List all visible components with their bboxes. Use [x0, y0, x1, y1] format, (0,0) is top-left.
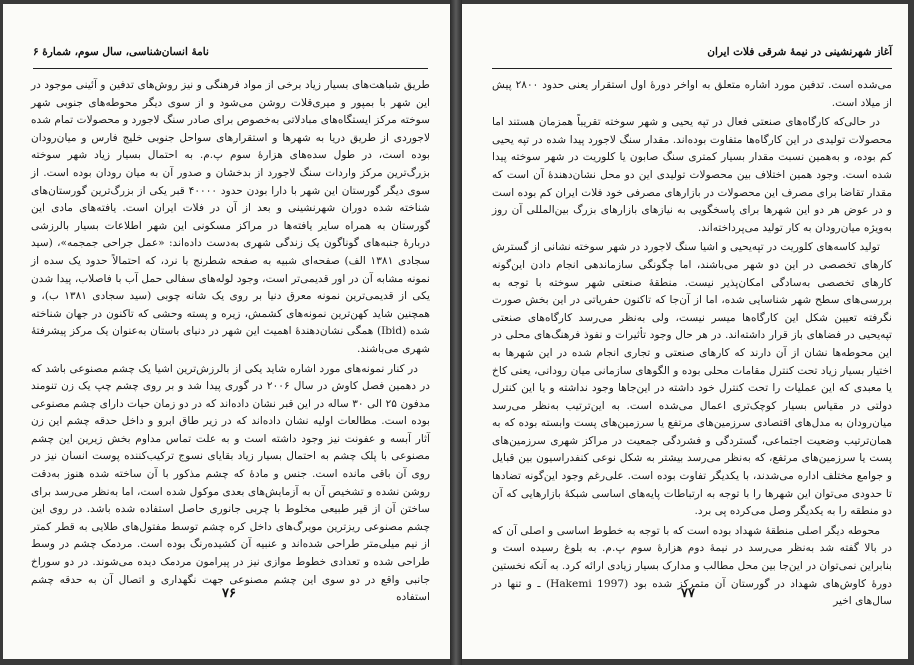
- page-number: ۷۷: [681, 586, 695, 601]
- header-rule: [33, 68, 428, 69]
- paragraph: طریق شباهت‌های بسیار زیاد برخی از مواد فرهنگی و نیز روش‌های تدفین و آئینی موجود در این شهر با بمپور و میری‌قلات روشن می‌شود و از سوی دیگر محوطه‌های جنوبی شهر سوخته مرکز ایستگاه‌های مبادلاتی به‌خصوص برای صادر سنگ لاجورد و محصولات تمام شده لاجوردی از طریق دریا به شهرها و استقرارهای سواحل جنوبی خلیج فارس و میان‌رودان بوده است، در طول سده‌های هزارهٔ سوم پ.م. به احتمال بسیار زیاد شهر سوخته بزرگ‌ترین مرکز واردات سنگ لاجورد از بدخشان و صدور آن به میان رودان بوده است. از سوی دیگر گورستان این شهر با دارا بودن حدود ۴۰۰۰۰ قبر یکی از بزرگ‌ترین گورستان‌های شناخته شده دوران شهرنشینی و بعد از آن در فلات ایران است. یافته‌های مادی این گورستان به همراه سایر یافته‌ها در مراکز مسکونی این شهر اطلاعات بسیار بالرزشی دربارهٔ جنبه‌های گوناگون یک زندگی شهری به‌دست داده‌اند: «عمل جراحی جمجمه»، (سید سجادی ۱۳۸۱ الف) صفحه‌ای شبیه به صفحه شطرنج با نرد، که احتمالاً حدود یک سده از نمونه مشابه آن در اور قدیمی‌تر است، وجود لوله‌های سفالی حمل آب با فاصلاب، پیدا شدن یکی از قدیمی‌ترین نمونه معرق دنیا بر روی یک شانه چوبی (سید سجادی ۱۳۸۱ ب)، و همچنین شاید کهن‌ترین نمونه‌های کشمش، زیره و پسته وحشی که تاکنون در جهان شناخته شده (Ibid) همگی نشان‌دهندهٔ اهمیت این شهر در دنیای باستان به‌عنوان یک مرکز پیشرفتهٔ شهری می‌باشند.: [31, 79, 430, 355]
- page-body: [492, 77, 892, 613]
- page-number: ۷۶: [222, 586, 236, 601]
- running-header: نامهٔ انسان‌شناسی، سال سوم، شمارهٔ ۶: [33, 46, 209, 58]
- paragraph: تولید کاسه‌های کلوریت در تپه‌یحیی و اشیا سنگ لاجورد در شهر سوخته نشانی از گسترش کارهای تخصصی در این دو شهر می‌باشند، اما چگونگی سازماندهی انجام دادن این‌گونه کارهای تخصصی به‌سادگی امکان‌پذیر نیست. منطقهٔ صنعتی شهر سوخته با توجه به بررسی‌های سطح شهر شناسایی شده، اما از آن‌جا که تاکنون حفریاتی در این بخش صورت نگرفته تعیین شکل این کارگاه‌ها میسر نیست، ولی به‌نظر می‌رسد کارگاه‌های صنعتی تپه‌یحیی در فضاهای باز قرار داشته‌اند. در هر حال وجود تأثیرات و نفوذ فرهنگ‌های محلی در این محوطه‌ها نشان از آن دارند که کارهای صنعتی و تجاری انجام شده در این شهرها به اختیار بسیار زیاد تحت کنترل مقامات محلی بوده و الگوهای سازمانی میان رودانی، یعنی کاخ یا معبدی که این عملیات را تحت کنترل خود داشته در این‌جاها وجود نداشته و یا این کنترل دولتی در مقیاس بسیار کوچک‌تری اعمال می‌شده است. به این‌ترتیب به‌نظر می‌رسد میان‌رودان به مدل‌های اقتصادی سرزمین‌های مرتفع یا سرزمین‌های پست وابسته بوده که به همان‌ترتیب وضعیت اجتماعی، گستردگی و فشردگی جمعیت در مراکز شهری سرزمین‌های پست یا سرزمین‌های مرتفع، که به‌نظر می‌رسد بیشتر به شکل نوعی کنفدراسیون بین قبایل و جوامع مختلف اداره می‌شدند، با یکدیگر تفاوت بوده است. علی‌رغم وجود این‌گونه تضادها تا حدودی می‌توان این شهرها را با توجه به ارتباطات پایه‌های اساسی شبکهٔ بازارهایی که آن دو منطقه را به یکدیگر وصل می‌کرده پی برد.: [492, 241, 892, 518]
- paragraph: محوطه دیگر اصلی منطقهٔ شهداد بوده است که با توجه به خطوط اساسی و اصلی آن که در بالا گفته شد به‌نظر می‌رسد در نیمهٔ دوم هزارهٔ سوم پ.م. به بلوغ رسیده است و بنابراین نمی‌توان در این‌جا بین محل مطالب و مدارک بسیار زیادی ارائه کرد. به آنکه نخستین دورهٔ کاوش‌های شهداد در گورستان آن متمرکز شده بود (Hakemi 1997) ـ و تنها در سال‌های اخیر: [492, 524, 892, 608]
- running-header: آغاز شهرنشینی در نیمهٔ شرقی فلات ایران: [707, 46, 892, 58]
- header-rule: [492, 68, 892, 69]
- paragraph: در حالی‌که کارگاه‌های صنعتی فعال در تپه یحیی و شهر سوخته تقریباً همزمان هستند اما محصولات تولیدی در این کارگاه‌ها متفاوت بوده‌اند. مقدار سنگ لاجورد پیدا شده در تپه یحیی کم بوده، و به‌همین نسبت مقدار بسیار کمتری سنگ صابون یا کلوریت در شهر سوخته پیدا شده است. وجود همین اختلاف بین محصولات تولیدی این دو محل نشان‌دهندهٔ آن است که مقدار تقاضا برای مصرف این محصولات در بازارهای مصرفی خود فلات ایران کم بوده است و در عوض هر دو این شهرها برای پاسخگویی به نیازهای بازارهای بزرگ بین‌المللی آن روز به‌ویژه میان‌رودان به کار تولید می‌پرداخته‌اند.: [492, 116, 892, 234]
- paragraph: می‌شده است. تدفین مورد اشاره متعلق به اواخر دورهٔ اول استقرار یعنی حدود ۲۸۰۰ پیش از میلاد است.: [492, 79, 892, 109]
- right-page: [462, 4, 908, 659]
- page-body: [31, 77, 430, 609]
- paragraph: در کنار نمونه‌های مورد اشاره شاید یکی از بالرزش‌ترین اشیا یک چشم مصنوعی باشد که در دهمین فصل کاوش در سال ۲۰۰۶ در گوری پیدا شد و بر روی چشم چپ یک زن تنومند مدفون ۲۵ الی ۳۰ ساله در این قبر نشان داده‌اند که در دو زمان حیات دارای چشم مصنوعی بوده است. مطالعات اولیه نشان داده‌اند که در زیر طاق ابرو و داخل حدقه چشم این زن آثار آبسه و عفونت نیز وجود داشته است و به علت تماس مداوم بخش زیرین این چشم مصنوعی با پلک چشم به احتمال بسیار زیاد بقایای نسوج ترکیب‌کننده پوست انسان نیز در روی آن باقی مانده است. جنس و مادهٔ که چشم مذکور با آن ساخته شده هنوز به‌دقت روشن نشده و تشخیص آن به آزمایش‌های بعدی موکول شده است، اما به‌نظر می‌رسد برای ساختن آن از قیر طبیعی مخلوط با چربی جانوری حاصل استفاده شده باشد. در روی این چشم مصنوعی ریزترین مویرگ‌های داخل کره چشم توسط مفتول‌های طلایی به قطر کمتر از نیم میلی‌متر طراحی شده‌اند و عنبیه آن کشیده‌رنگ بوده است. مردمک چشم در وسط طراحی شده و تعدادی خطوط موازی نیز در پیرامون مردمک دیده می‌شوند. در دو سوراخ جانبی واقع در دو سوی این چشم مصنوعی جهت نگهداری و اتصال آن به حدقه چشم استفاده: [31, 362, 430, 604]
- left-page: [3, 4, 450, 659]
- book-gutter: [450, 0, 462, 665]
